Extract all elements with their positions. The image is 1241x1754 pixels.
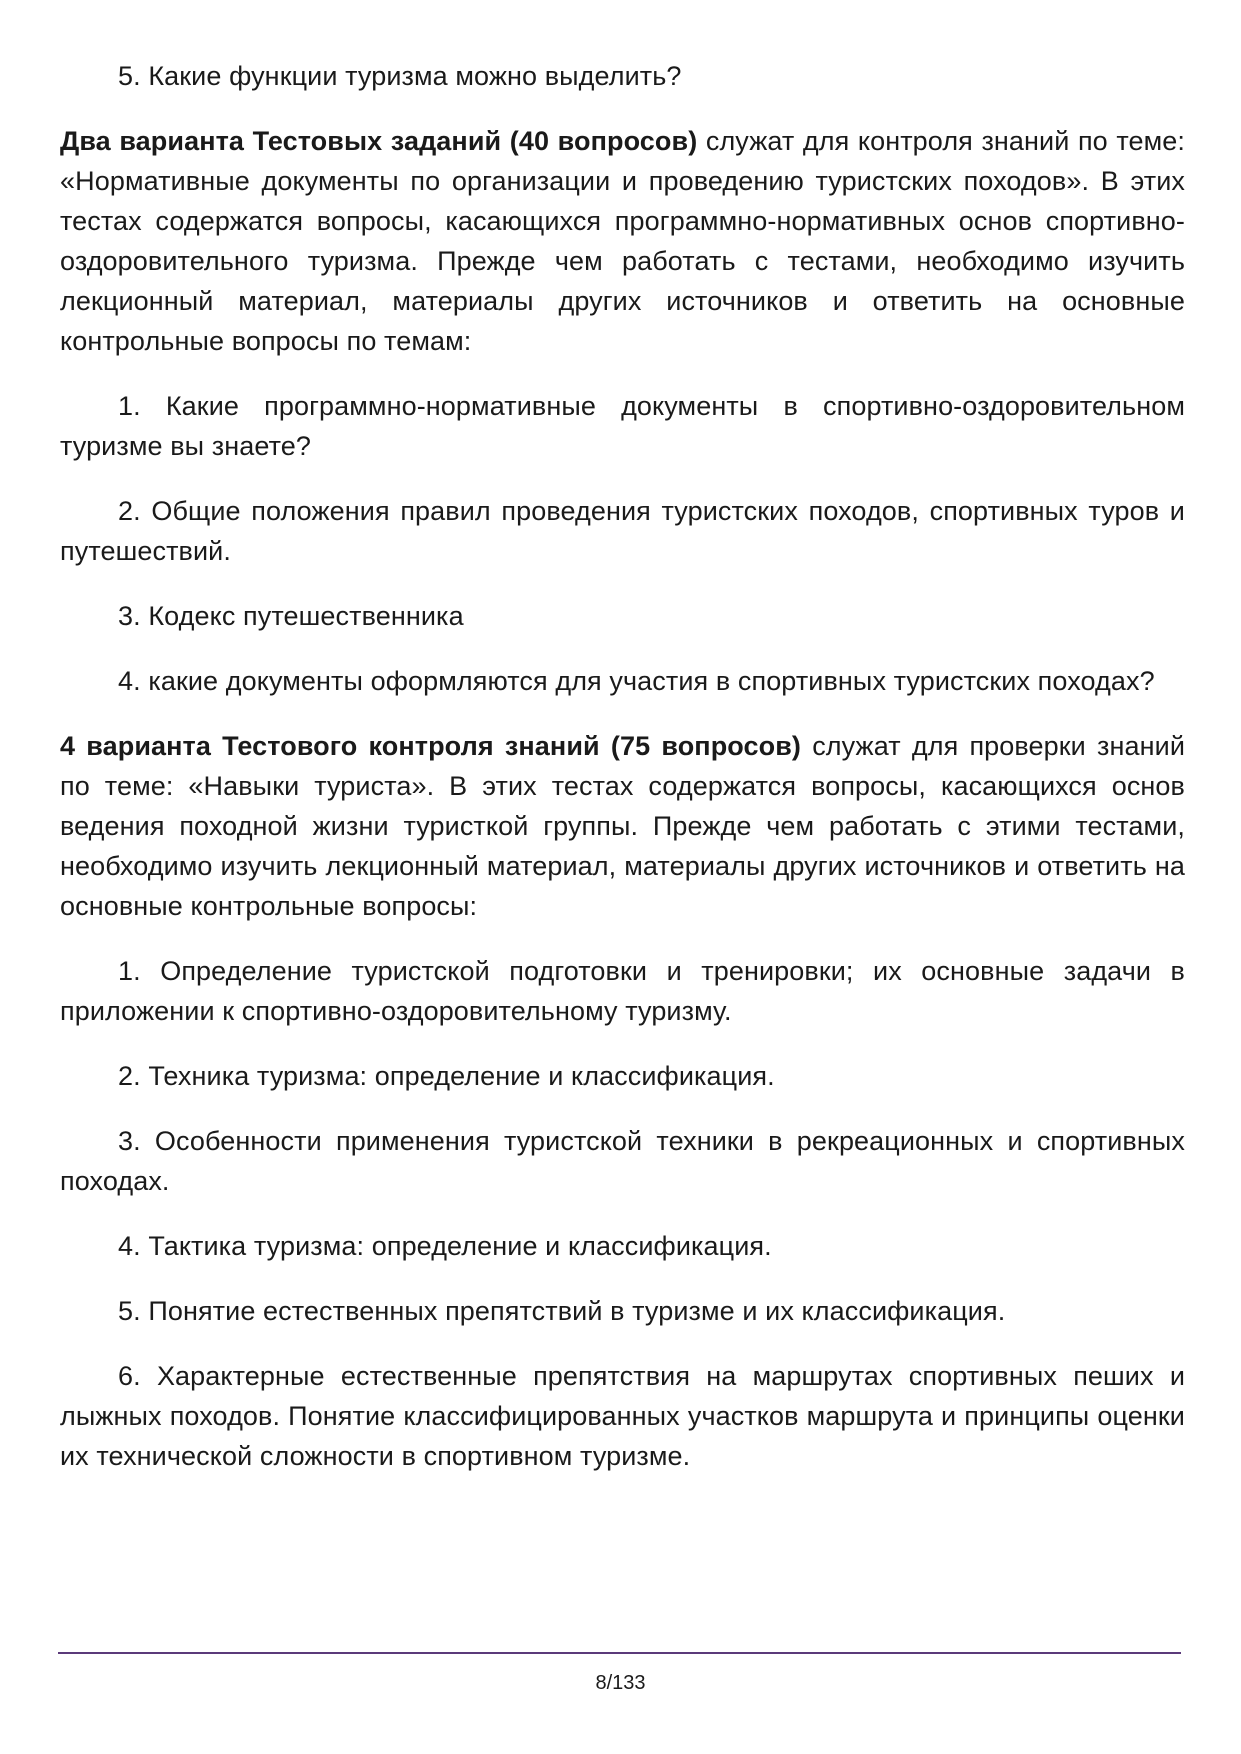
document-page xyxy=(60,56,1185,1501)
question-item: 4. Тактика туризма: определение и классификация. xyxy=(118,1231,772,1261)
question-item: 3. Кодекс путешественника xyxy=(118,601,464,631)
question-item: 4. какие документы оформляются для участия в спортивных туристских походах? xyxy=(118,666,1155,696)
question-item: 5. Какие функции туризма можно выделить? xyxy=(118,61,682,91)
test-description-heading: Два варианта Тестовых заданий (40 вопросов) xyxy=(60,126,698,156)
test-description-text: служат для проверки знаний по теме: «Навыки туриста». В этих тестах содержатся вопросы, касающихся основ ведения походной жизни туристкой группы. Прежде чем работать с этими тестами, необходимо изучить лекционный материал, материалы других источников и ответить на основные контрольные вопросы: xyxy=(60,731,1186,921)
question-item: 2. Общие положения правил проведения туристских походов, спортивных туров и путешествий. xyxy=(60,496,1185,566)
question-item: 1. Какие программно-нормативные документы в спортивно-оздоровительном туризме вы знаете? xyxy=(60,391,1185,461)
question-item: 1. Определение туристской подготовки и тренировки; их основные задачи в приложении к спортивно-оздоровительному туризму. xyxy=(60,956,1185,1026)
question-item: 3. Особенности применения туристской техники в рекреационных и спортивных походах. xyxy=(60,1126,1185,1196)
page-number: 8/133 xyxy=(595,1672,646,1694)
test-description-paragraph xyxy=(60,121,1185,361)
question-item: 5. Понятие естественных препятствий в туризме и их классификация. xyxy=(118,1296,1006,1326)
test-description-text: служат для контроля знаний по теме: «Нормативные документы по организации и проведению туристских походов». В этих тестах содержатся вопросы, касающихся программно-нормативных основ спортивно-оздоровительного туризма. Прежде чем работать с тестами, необходимо изучить лекционный материал, материалы других источников и ответить на основные контрольные вопросы по темам: xyxy=(60,126,1186,356)
footer-divider xyxy=(58,1652,1181,1654)
test-description-heading: 4 варианта Тестового контроля знаний (75 вопросов) xyxy=(60,731,802,761)
question-item: 6. Характерные естественные препятствия на маршрутах спортивных пеших и лыжных походов. Понятие классифицированных участков маршрута и принципы оценки их технической сложности в спортивном туризме. xyxy=(60,1361,1185,1471)
test-description-paragraph xyxy=(60,726,1185,926)
question-item: 2. Техника туризма: определение и классификация. xyxy=(118,1061,775,1091)
